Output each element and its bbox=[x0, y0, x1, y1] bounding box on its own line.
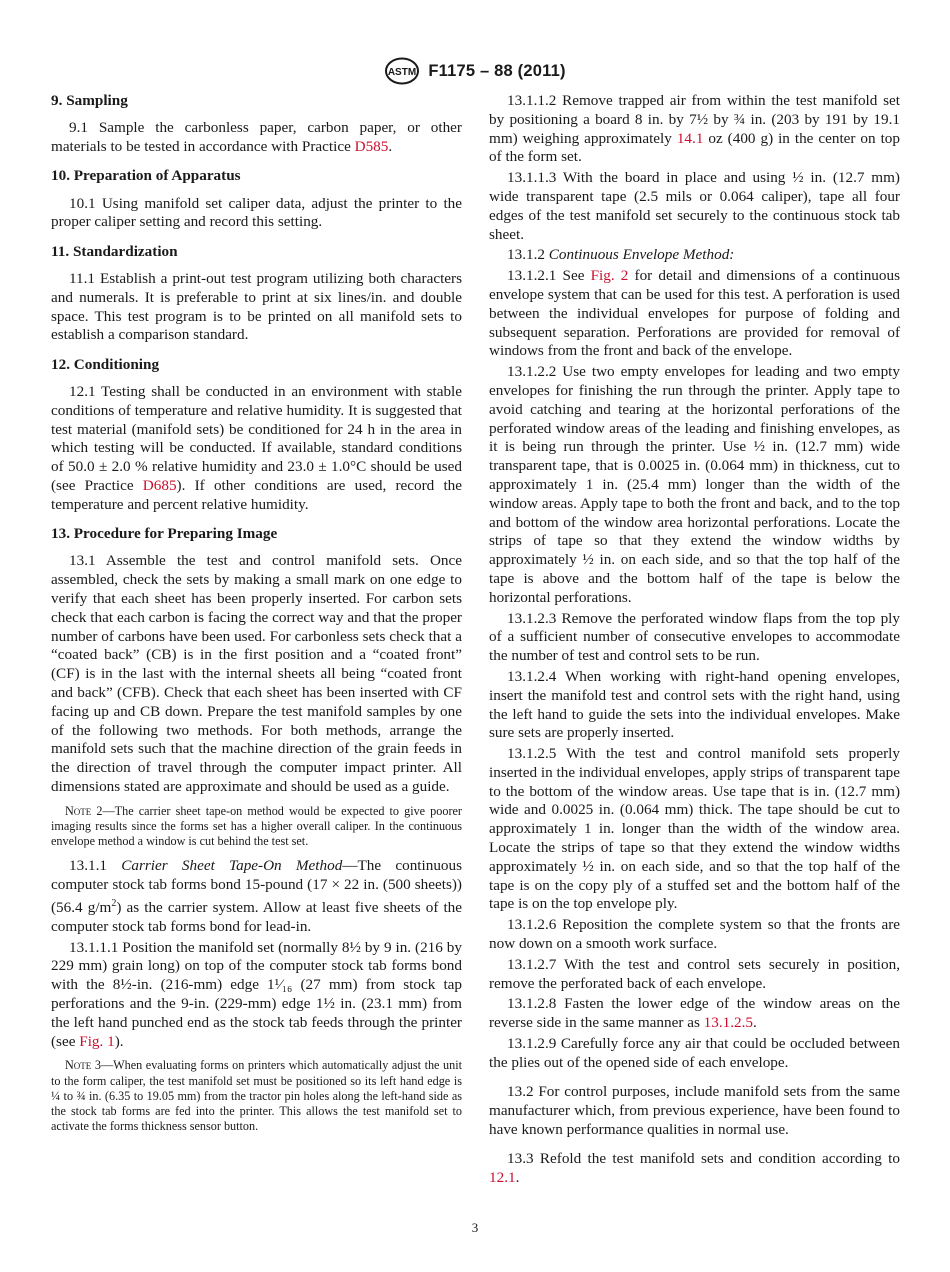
note-3: Note 3—When evaluating forms on printers which automatically adjust the unit to the form caliper, the test manifold set must be positioned so its left hand edge is ¼ to ¾ in. (6.35 to 19.05 mm) from the tractor pin holes along the left-hand side as the stock tab forms are fed into the printer. This allows the test manifold set to activate the forms thickness sensor button. bbox=[51, 1058, 462, 1134]
section-13-heading: 13. Procedure for Preparing Image bbox=[51, 525, 278, 543]
link-d685[interactable]: D685 bbox=[142, 477, 177, 495]
note-2: Note 2—The carrier sheet tape-on method would be expected to give poorer imaging results since the forms set has a higher overall caliper. In the continuous envelope method a window is cut behind the test set. bbox=[51, 803, 462, 849]
paragraph-13-1-2-5: 13.1.2.5 With the test and control manifold sets properly inserted in the individual envelopes, apply strips of transparent tape to the bottom of the window areas. Use tape that is in. (12.7 mm) wide and 0.0025 in. (0.064 mm) thick. The tape should be cut to approximately 1 in. longer than the width of the window area. Locate the strips of tape so that they extend the window widths approximately ½ in. on each side, and so that the top half of the tape is on the copy ply of a stuffed set and the bottom half of the tape is on the top envelope ply. bbox=[489, 745, 900, 913]
section-9-heading: 9. Sampling bbox=[51, 92, 128, 109]
paragraph-9-1: 9.1 Sample the carbonless paper, carbon paper, or other materials to be tested in accordance with Practice D585. bbox=[51, 119, 462, 156]
paragraph-13-1-2: 13.1.2 Continuous Envelope Method: bbox=[507, 246, 735, 264]
section-12-heading: 12. Conditioning bbox=[51, 355, 160, 373]
link-fig-1[interactable]: Fig. 1 bbox=[79, 1032, 115, 1050]
paragraph-13-1-2-8: 13.1.2.8 Fasten the lower edge of the window areas on the reverse side in the same manner as 13.1.2.5. bbox=[489, 995, 900, 1032]
paragraph-12-1: 12.1 Testing shall be conducted in an environment with stable conditions of temperature and relative humidity. It is suggested that test material (manifold sets) be conditioned for 24 h in the area in which testing will be conducted. If available, standard conditions of 50.0 ± 2.0 % relative humidity and 23.0 ± 1.0°C should be used (see Practice D685). If other conditions are used, record the temperature and percent relative humidity. bbox=[51, 383, 463, 513]
section-11-heading: 11. Standardization bbox=[51, 242, 178, 260]
paragraph-13-1-1-2: 13.1.1.2 Remove trapped air from within the test manifold set by positioning a board 8 in. by 7½ by ¾ in. (203 by 191 by 19.1 mm) weighing approximately 14.1 oz (400 g) in the center on top of the form set. bbox=[489, 92, 900, 166]
astm-logo-icon bbox=[384, 57, 420, 85]
right-column bbox=[489, 92, 900, 1190]
paragraph-13-1-2-9: 13.1.2.9 Carefully force any air that could be occluded between the plies out of the opened side of each envelope. bbox=[489, 1035, 900, 1071]
paragraph-13-1-2-4: 13.1.2.4 When working with right-hand opening envelopes, insert the manifold test and control sets with the right hand, using the left hand to guide the sets into the individual envelopes. Make sure sets are properly inserted. bbox=[489, 667, 900, 742]
paragraph-13-1-1-1: 13.1.1.1 Position the manifold set (normally 8½ by 9 in. (216 by 229 mm) grain long) on top of the computer stock tab forms bond with the 8½-in. (216-mm) edge 1¹⁄₁₆ (27 mm) from stock tap perforations and the 9-in. (229-mm) edge 1½ in. (23.1 mm) from the left hand punched end as the stock tab feeds through the printer (see Fig. 1). bbox=[51, 938, 462, 1050]
paragraph-13-1-2-2: 13.1.2.2 Use two empty envelopes for leading and two empty envelopes for finishing the run through the printer. Apply tape to avoid catching and tearing at the horizontal perforations of the perforated window areas of the leading and finishing envelopes, as it is being run through the printer. Use ½ in. (12.7 mm) wide transparent tape, that is 0.0025 in. (0.064 mm) in thickness, cut to approximately 1 in. (25.4 mm) longer than the width of the window areas. Apply tape to both the front and back, and to the top and bottom of the window area horizontal perforations. Locate the strips of tape so that they extend the window widths by approximately ½ in. on each side, and so that the top half of the tape is above and the bottom half of the tape is below the horizontal perforations. bbox=[489, 363, 900, 606]
paragraph-13-1-2-6: 13.1.2.6 Reposition the complete system so that the fronts are now down on a smooth work surface. bbox=[489, 916, 900, 953]
link-13-1-2-5[interactable]: 13.1.2.5 bbox=[703, 1014, 754, 1032]
link-12-1[interactable]: 12.1 bbox=[489, 1168, 516, 1186]
link-fig-2[interactable]: Fig. 2 bbox=[590, 267, 629, 285]
paragraph-13-1-1: 13.1.1 Carrier Sheet Tape-On Method—The continuous computer stock tab forms bond 15-pound (17 × 22 in. (500 sheets)) (56.4 $g/m^2$) as the carrier system. Allow at least five sheets of the computer stock tab forms bond for lead-in. bbox=[51, 857, 463, 935]
document-designation: F1175 – 88 (2011) bbox=[428, 61, 566, 80]
logo-text: ASTM bbox=[388, 67, 417, 78]
left-column bbox=[51, 92, 462, 1142]
paragraph-13-1: 13.1 Assemble the test and control manifold sets. Once assembled, check the sets by making a small mark on one edge to verify that each sheet has been properly inserted. For carbon sets check that each carbon is facing the correct way and that the proper number of carbons have been used. For carbonless sets check that a “coated back” (CB) is in the first position and a “coated front” (CF) is in the last with the internal sheets all being “coated front and back” (CFB). Check that each sheet has been inserted with CF facing up and CB down. Prepare the test manifold samples by one of the following two methods. For both methods, arrange the manifold sets such that the machine direction of the grain feeds in the direction of travel through the computer impact printer. All dimensions stated are approximate and should be used as a guide. bbox=[51, 552, 462, 795]
paragraph-13-1-1-3: 13.1.1.3 With the board in place and using ½ in. (12.7 mm) wide transparent tape (2.5 mils or 0.064 caliper), tape all four edges of the test manifold set securely to the continuous stock tab sheet. bbox=[489, 169, 900, 243]
link-d585[interactable]: D585 bbox=[354, 138, 389, 156]
paragraph-13-3: 13.3 Refold the test manifold sets and condition according to 12.1. bbox=[489, 1150, 900, 1186]
section-10-heading: 10. Preparation of Apparatus bbox=[51, 167, 241, 185]
link-14-1[interactable]: 14.1 bbox=[676, 129, 704, 147]
page-header bbox=[0, 56, 950, 86]
paragraph-10-1: 10.1 Using manifold set caliper data, adjust the printer to the proper caliper setting and record this setting. bbox=[51, 194, 462, 231]
paragraph-13-1-2-7: 13.1.2.7 With the test and control sets securely in position, remove the perforated back of each envelope. bbox=[489, 955, 900, 992]
page-number: 3 bbox=[471, 1220, 479, 1235]
paragraph-11-1: 11.1 Establish a print-out test program utilizing both characters and numerals. It is preferable to print at six lines/in. and double space. This test program is to be printed on all manifold sets to establish a comparison standard. bbox=[51, 270, 462, 344]
paragraph-13-1-2-1: 13.1.2.1 See Fig. 2 for detail and dimensions of a continuous envelope system that can be used for this test. A perforation is used between the individual envelopes for purpose of folding and subsequent separation. Perforations are provided for removal of windows from the front and back of the envelope. bbox=[489, 267, 900, 360]
paragraph-13-2: 13.2 For control purposes, include manifold sets from the same manufacturer which, from previous experience, have been found to have known performance qualities in normal use. bbox=[489, 1083, 900, 1138]
paragraph-13-1-2-3: 13.1.2.3 Remove the perforated window flaps from the top ply of a sufficient number of consecutive envelopes to accommodate the number of test and control sets to be run. bbox=[489, 609, 900, 665]
